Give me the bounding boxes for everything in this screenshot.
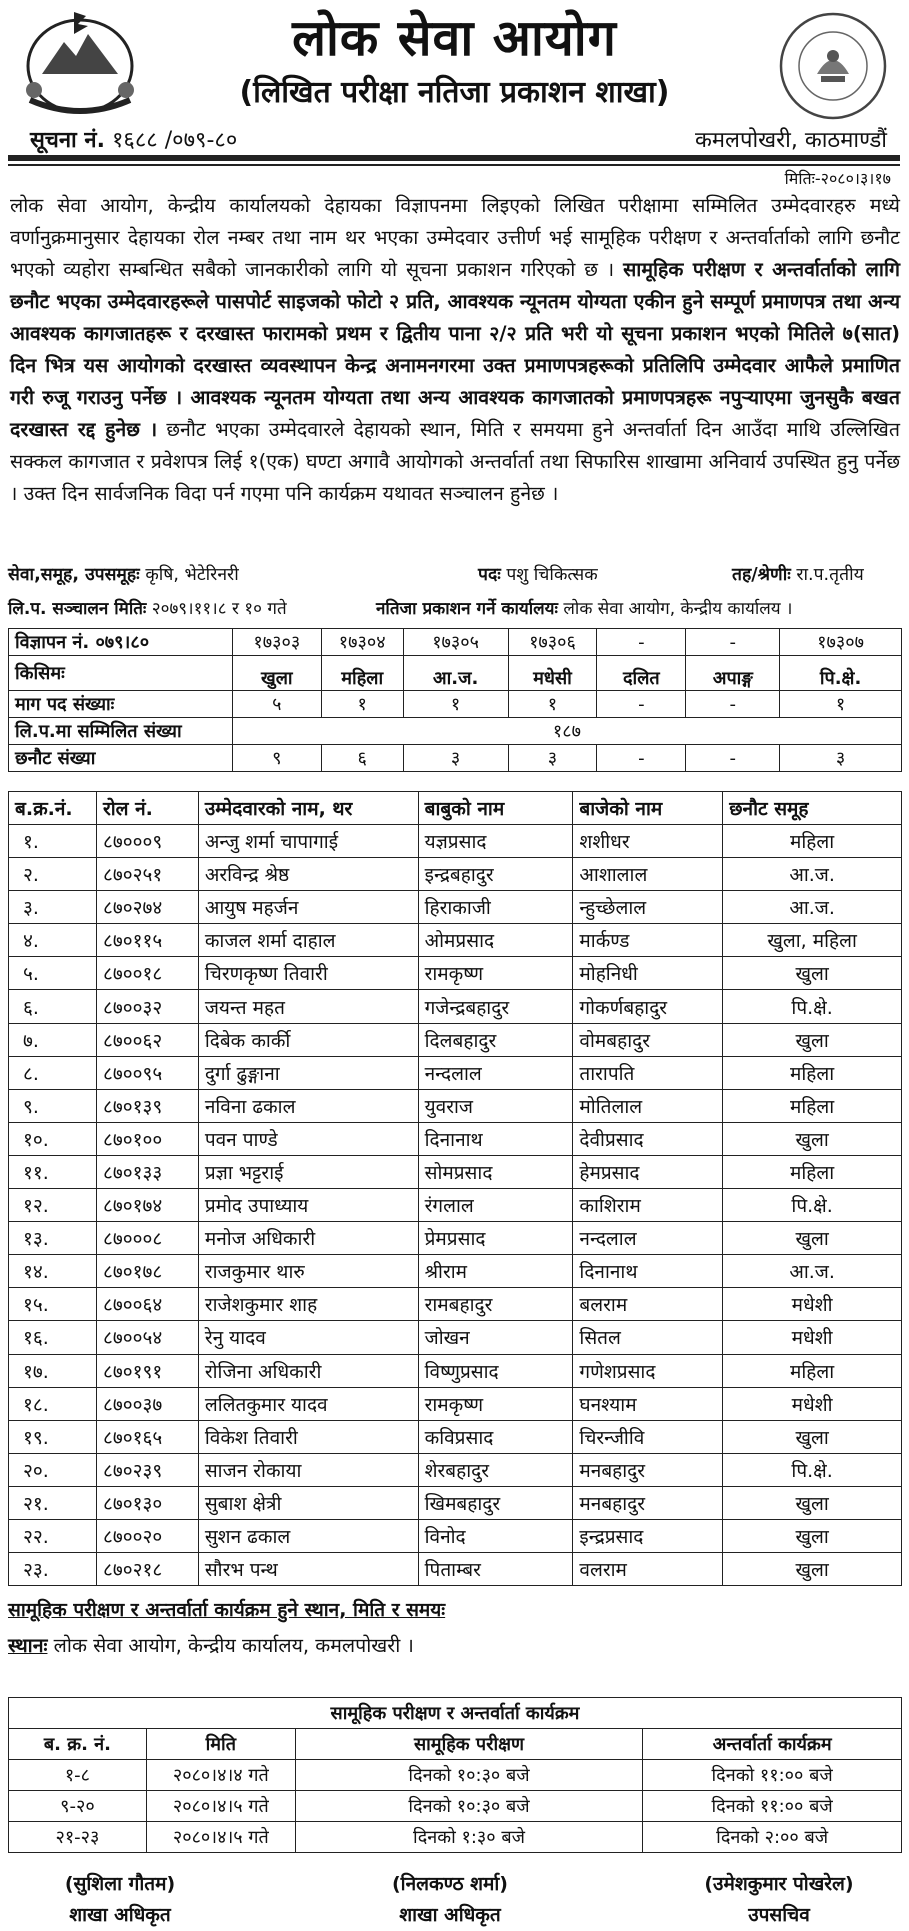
type-cell: अपाङ्ग [686, 656, 780, 691]
cell-grandfather-name: बलराम [573, 1288, 723, 1321]
cell-roll: ८७०२७४ [96, 891, 198, 924]
header-divider-thin [8, 164, 900, 166]
service-label: सेवा,समूह, उपसमूहः [8, 565, 140, 585]
cell-roll: ८७०१६५ [96, 1420, 198, 1453]
cell-group: खुला [723, 1420, 902, 1453]
post-label: पदः [478, 565, 501, 585]
schedule-date: २०८०।४।५ गते [146, 1822, 295, 1853]
cell-father-name: श्रीराम [418, 1255, 573, 1288]
cell-roll: ८७०१०० [96, 1122, 198, 1155]
branch-heading: (लिखित परीक्षा नतिजा प्रकाशन शाखा) [239, 75, 670, 110]
schedule-title: सामूहिक परीक्षण र अन्तर्वार्ता कार्यक्रम [9, 1698, 902, 1729]
advertisement-number: - [597, 629, 686, 656]
cell-candidate-name: साजन रोकाया [198, 1453, 418, 1486]
cell-roll: ८७००२० [96, 1519, 198, 1552]
cell-group: महिला [723, 1354, 902, 1387]
cell-candidate-name: दिबेक कार्की [198, 1023, 418, 1056]
cell-roll: ८७०११५ [96, 924, 198, 957]
cell-father-name: ओमप्रसाद [418, 924, 573, 957]
cell-serial: १२. [9, 1189, 97, 1222]
results-header-row [9, 792, 902, 825]
cell-father-name: पिताम्बर [418, 1553, 573, 1586]
cell-father-name: रंगलाल [418, 1189, 573, 1222]
table-row [9, 957, 902, 990]
cell-serial: २२. [9, 1519, 97, 1552]
cell-group: आ.ज. [723, 1255, 902, 1288]
cell-roll: ८७०००९ [96, 825, 198, 858]
notice-number-value: १६८८ /०७९-८० [111, 128, 238, 153]
venue-place-label: स्थानः [8, 1634, 48, 1657]
cell-serial: २१. [9, 1486, 97, 1519]
table-row [9, 1288, 902, 1321]
advertisement-number: १७३०७ [780, 629, 902, 656]
cell-group: आ.ज. [723, 891, 902, 924]
cell-serial: ८. [9, 1056, 97, 1089]
cell-serial: ७. [9, 1023, 97, 1056]
type-label: किसिमः [9, 656, 233, 691]
cell-serial: १३. [9, 1222, 97, 1255]
cell-father-name: कविप्रसाद [418, 1420, 573, 1453]
column-header-father: बाबुको नाम [418, 792, 573, 825]
cell-grandfather-name: शशीधर [573, 825, 723, 858]
appeared-count: १८७ [232, 718, 901, 745]
cell-candidate-name: दुर्गा ढुङ्गाना [198, 1056, 418, 1089]
type-cell: आ.ज. [403, 656, 508, 691]
column-header-grandfather: बाजेको नाम [573, 792, 723, 825]
cell-serial: २०. [9, 1453, 97, 1486]
cell-roll: ८७०००८ [96, 1222, 198, 1255]
cell-candidate-name: अरविन्द्र श्रेष्ठ [198, 858, 418, 891]
selected-cell: ३ [780, 745, 902, 772]
cell-candidate-name: विकेश तिवारी [198, 1420, 418, 1453]
org-name-heading: लोक सेवा आयोग [292, 9, 617, 67]
schedule-group-test-time: दिनको १:३० बजे [295, 1822, 643, 1853]
notice-number [30, 124, 237, 154]
post-value: पशु चिकित्सक [506, 565, 598, 585]
cell-grandfather-name: मोतिलाल [573, 1089, 723, 1122]
schedule-interview-time: दिनको २:०० बजे [643, 1822, 902, 1853]
cell-group: खुला [723, 1122, 902, 1155]
cell-father-name: जोखन [418, 1321, 573, 1354]
cell-grandfather-name: मनबहादुर [573, 1453, 723, 1486]
cell-roll: ८७००३२ [96, 990, 198, 1023]
table-row [9, 1122, 902, 1155]
demand-cell: ५ [232, 691, 321, 718]
cell-roll: ८७००९५ [96, 1056, 198, 1089]
table-row [9, 825, 902, 858]
table-row [9, 1089, 902, 1122]
cell-father-name: सोमप्रसाद [418, 1155, 573, 1188]
venue-place-value: लोक सेवा आयोग, केन्द्रीय कार्यालय, कमलपोखरी । [53, 1634, 414, 1657]
column-header-group: छनौट समूह [723, 792, 902, 825]
exam-date [8, 596, 287, 619]
schedule-serial: २१-२३ [9, 1822, 147, 1853]
type-cell: पि.क्षे. [780, 656, 902, 691]
cell-candidate-name: मनोज अधिकारी [198, 1222, 418, 1255]
cell-group: आ.ज. [723, 858, 902, 891]
intro-paragraph [10, 190, 900, 510]
cell-group: खुला [723, 957, 902, 990]
schedule-date: २०८०।४।५ गते [146, 1791, 295, 1822]
advertisement-number: १७३०३ [232, 629, 321, 656]
cell-grandfather-name: वलराम [573, 1553, 723, 1586]
advertisement-number: १७३०६ [508, 629, 597, 656]
cell-candidate-name: सुशन ढकाल [198, 1519, 418, 1552]
cell-serial: १९. [9, 1420, 97, 1453]
table-row [9, 1420, 902, 1453]
cell-candidate-name: आयुष महर्जन [198, 891, 418, 924]
results-table [8, 791, 902, 1586]
office-label: नतिजा प्रकाशन गर्ने कार्यालयः [376, 599, 558, 619]
cell-grandfather-name: गणेशप्रसाद [573, 1354, 723, 1387]
table-row [9, 1155, 902, 1188]
cell-candidate-name: प्रमोद उपाध्याय [198, 1189, 418, 1222]
schedule-serial: ९-२० [9, 1791, 147, 1822]
cell-candidate-name: ललितकुमार यादव [198, 1387, 418, 1420]
cell-grandfather-name: तारापति [573, 1056, 723, 1089]
cell-father-name: यज्ञप्रसाद [418, 825, 573, 858]
selected-cell: ३ [508, 745, 597, 772]
type-row [9, 656, 902, 691]
cell-grandfather-name: देवीप्रसाद [573, 1122, 723, 1155]
signatory-name: (सुशिला गौतम) [64, 1873, 176, 1895]
table-row [9, 1222, 902, 1255]
table-row [9, 858, 902, 891]
demand-label: माग पद संख्याः [9, 691, 233, 718]
cell-candidate-name: प्रज्ञा भट्टराई [198, 1155, 418, 1188]
demand-cell: १ [780, 691, 902, 718]
table-row [9, 1189, 902, 1222]
schedule-title-row [9, 1698, 902, 1729]
cell-group: पि.क्षे. [723, 990, 902, 1023]
signatory-title: उपसचिव [748, 1904, 810, 1926]
notice-number-label: सूचना नं. [30, 128, 105, 153]
advertisement-row [9, 629, 902, 656]
cell-candidate-name: नविना ढकाल [198, 1089, 418, 1122]
type-cell: महिला [321, 656, 403, 691]
post [478, 562, 598, 586]
table-row [9, 1553, 902, 1586]
cell-roll: ८७०१७४ [96, 1189, 198, 1222]
venue-place [8, 1631, 414, 1658]
cell-roll: ८७०२१८ [96, 1553, 198, 1586]
summary-table [8, 628, 902, 772]
selected-cell: - [686, 745, 780, 772]
cell-group: खुला [723, 1023, 902, 1056]
cell-serial: १. [9, 825, 97, 858]
cell-roll: ८७०१३० [96, 1486, 198, 1519]
advertisement-number: - [686, 629, 780, 656]
cell-father-name: हिराकाजी [418, 891, 573, 924]
schedule-date: २०८०।४।४ गते [146, 1760, 295, 1791]
cell-candidate-name: चिरणकृष्ण तिवारी [198, 957, 418, 990]
cell-serial: ९. [9, 1089, 97, 1122]
table-row [9, 1354, 902, 1387]
cell-serial: १०. [9, 1122, 97, 1155]
selected-label: छनौट संख्या [9, 745, 233, 772]
demand-cell: - [597, 691, 686, 718]
cell-grandfather-name: वोमबहादुर [573, 1023, 723, 1056]
cell-father-name: गजेन्द्रबहादुर [418, 990, 573, 1023]
cell-serial: ४. [9, 924, 97, 957]
cell-roll: ८७००६२ [96, 1023, 198, 1056]
cell-grandfather-name: गोकर्णबहादुर [573, 990, 723, 1023]
cell-group: खुला [723, 1553, 902, 1586]
cell-candidate-name: रोजिना अधिकारी [198, 1354, 418, 1387]
schedule-header-row [9, 1729, 902, 1760]
cell-grandfather-name: नन्दलाल [573, 1222, 723, 1255]
cell-serial: १६. [9, 1321, 97, 1354]
level-value: रा.प.तृतीय [796, 565, 864, 585]
cell-group: मधेशी [723, 1387, 902, 1420]
cell-grandfather-name: इन्द्रप्रसाद [573, 1519, 723, 1552]
cell-group: मधेशी [723, 1288, 902, 1321]
column-header-roll: रोल नं. [96, 792, 198, 825]
signature-block-3 [659, 1869, 899, 1931]
notice-date: मितिः-२०८०।३।१७ [784, 169, 891, 188]
cell-father-name: नन्दलाल [418, 1056, 573, 1089]
cell-serial: ३. [9, 891, 97, 924]
schedule-header-interview: अन्तर्वार्ता कार्यक्रम [643, 1729, 902, 1760]
table-row [9, 891, 902, 924]
demand-cell: १ [508, 691, 597, 718]
cell-serial: २. [9, 858, 97, 891]
signatory-name: (निलकण्ठ शर्मा) [392, 1873, 508, 1895]
schedule-header-serial: ब. क्र. नं. [9, 1729, 147, 1760]
table-row [9, 1519, 902, 1552]
table-row [9, 1387, 902, 1420]
schedule-row [9, 1760, 902, 1791]
cell-roll: ८७०१३३ [96, 1155, 198, 1188]
cell-father-name: युवराज [418, 1089, 573, 1122]
selected-cell: - [597, 745, 686, 772]
cell-grandfather-name: चिरन्जीवि [573, 1420, 723, 1453]
appeared-label: लि.प.मा सम्मिलित संख्या [9, 718, 233, 745]
type-cell: मधेसी [508, 656, 597, 691]
intro-text: लोक सेवा आयोग, केन्द्रीय कार्यालयको देहायका विज्ञापनमा लिइएको लिखित परीक्षामा सम्मिलित उम्मेदवारहरु मध्ये वर्णानुक्रमानुसार देहायका रोल नम्बर तथा नाम थर भएका उम्मेदवार उत्तीर्ण भई सामूहिक परीक्षण र अन्तर्वार्ताको लागि छनौट भएको व्यहोरा सम्बन्धित सबैको जानकारीको लागि यो सूचना प्रकाशन गरिएको छ । [10, 194, 900, 281]
cell-grandfather-name: सितल [573, 1321, 723, 1354]
cell-roll: ८७०१७८ [96, 1255, 198, 1288]
cell-father-name: रामकृष्ण [418, 1387, 573, 1420]
cell-grandfather-name: मार्कण्ड [573, 924, 723, 957]
schedule-serial: १-८ [9, 1760, 147, 1791]
cell-candidate-name: रेनु यादव [198, 1321, 418, 1354]
cell-father-name: इन्द्रबहादुर [418, 858, 573, 891]
cell-serial: ११. [9, 1155, 97, 1188]
cell-grandfather-name: मोहनिधी [573, 957, 723, 990]
schedule-header-date: मिति [146, 1729, 295, 1760]
cell-roll: ८७००१८ [96, 957, 198, 990]
cell-group: पि.क्षे. [723, 1453, 902, 1486]
schedule-group-test-time: दिनको १०:३० बजे [295, 1791, 643, 1822]
intro-bold-text: सामूहिक परीक्षण र अन्तर्वार्ताको लागि छनौट भएका उम्मेदवारहरूले पासपोर्ट साइजको फोटो २ प्रति, आवश्यक न्यूनतम योग्यता एकीन हुने सम्पूर्ण प्रमाणपत्र तथा अन्य आवश्यक कागजातहरू र दरखास्त फारामको प्रथम र द्वितीय पाना २/२ प्रति भरी यो सूचना प्रकाशन भएको मितिले ७(सात) दिन भित्र यस आयोगको दरखास्त व्यवस्थापन केन्द्र अनामनगरमा उक्त प्रमाणपत्रहरूको प्रतिलिपि उम्मेदवार आफैले प्रमाणित गरी रुजू गराउनु पर्नेछ । आवश्यक न्यूनतम योग्यता तथा अन्य आवश्यक कागजातको प्रमाणपत्रहरू नपुऱ्याएमा जुनसुकै बखत दरखास्त रद्द हुनेछ । [10, 258, 900, 441]
level-label: तह/श्रेणीः [732, 565, 791, 585]
cell-roll: ८७०२५१ [96, 858, 198, 891]
cell-father-name: प्रेमप्रसाद [418, 1222, 573, 1255]
cell-grandfather-name: न्हुच्छेलाल [573, 891, 723, 924]
cell-grandfather-name: मनबहादुर [573, 1486, 723, 1519]
cell-serial: १५. [9, 1288, 97, 1321]
cell-group: महिला [723, 1089, 902, 1122]
cell-father-name: दिनानाथ [418, 1122, 573, 1155]
demand-cell: - [686, 691, 780, 718]
cell-grandfather-name: हेमप्रसाद [573, 1155, 723, 1188]
appeared-row [9, 718, 902, 745]
cell-candidate-name: पवन पाण्डे [198, 1122, 418, 1155]
table-row [9, 1056, 902, 1089]
signature-block-1 [0, 1869, 240, 1931]
selected-cell: ९ [232, 745, 321, 772]
exam-date-value: २०७९।११।८ र १० गते [151, 599, 287, 619]
cell-roll: ८७००५४ [96, 1321, 198, 1354]
cell-group: मधेशी [723, 1321, 902, 1354]
column-header-name: उम्मेदवारको नाम, थर [198, 792, 418, 825]
schedule-row [9, 1822, 902, 1853]
table-row [9, 924, 902, 957]
schedule-header-group-test: सामूहिक परीक्षण [295, 1729, 643, 1760]
cell-group: पि.क्षे. [723, 1189, 902, 1222]
cell-group: खुला, महिला [723, 924, 902, 957]
cell-serial: ६. [9, 990, 97, 1023]
level [732, 562, 864, 586]
cell-roll: ८७००६४ [96, 1288, 198, 1321]
cell-candidate-name: अन्जु शर्मा चापागाई [198, 825, 418, 858]
type-cell: दलित [597, 656, 686, 691]
office-address: कमलपोखरी, काठमाण्डौं [695, 128, 887, 153]
selected-cell: ३ [403, 745, 508, 772]
cell-candidate-name: सौरभ पन्थ [198, 1553, 418, 1586]
table-row [9, 990, 902, 1023]
schedule-row [9, 1791, 902, 1822]
table-row [9, 1255, 902, 1288]
table-row [9, 1453, 902, 1486]
advertisement-number: १७३०४ [321, 629, 403, 656]
cell-serial: १४. [9, 1255, 97, 1288]
results-body [9, 825, 902, 1586]
cell-father-name: खिमबहादुर [418, 1486, 573, 1519]
cell-serial: १७. [9, 1354, 97, 1387]
cell-group: महिला [723, 825, 902, 858]
service-group [8, 562, 239, 586]
service-value: कृषि, भेटेरिनरी [145, 565, 239, 585]
advertisement-number: १७३०५ [403, 629, 508, 656]
demand-cell: १ [403, 691, 508, 718]
demand-row [9, 691, 902, 718]
cell-roll: ८७०१९१ [96, 1354, 198, 1387]
schedule-group-test-time: दिनको १०:३० बजे [295, 1760, 643, 1791]
cell-grandfather-name: काशिराम [573, 1189, 723, 1222]
cell-candidate-name: सुबाश क्षेत्री [198, 1486, 418, 1519]
selected-row [9, 745, 902, 772]
cell-group: महिला [723, 1155, 902, 1188]
cell-serial: २३. [9, 1553, 97, 1586]
cell-group: खुला [723, 1519, 902, 1552]
schedule-interview-time: दिनको ११:०० बजे [643, 1760, 902, 1791]
cell-roll: ८७०१३९ [96, 1089, 198, 1122]
cell-father-name: विनोद [418, 1519, 573, 1552]
venue-title: सामूहिक परीक्षण र अन्तर्वार्ता कार्यक्रम हुने स्थान, मिति र समयः [8, 1599, 446, 1621]
cell-roll: ८७००३७ [96, 1387, 198, 1420]
cell-group: महिला [723, 1056, 902, 1089]
cell-father-name: रामकृष्ण [418, 957, 573, 990]
table-row [9, 1321, 902, 1354]
cell-group: खुला [723, 1486, 902, 1519]
schedule-interview-time: दिनको ११:०० बजे [643, 1791, 902, 1822]
cell-candidate-name: राजकुमार थारु [198, 1255, 418, 1288]
cell-father-name: दिलबहादुर [418, 1023, 573, 1056]
cell-candidate-name: काजल शर्मा दाहाल [198, 924, 418, 957]
schedule-table [8, 1697, 902, 1853]
cell-father-name: रामबहादुर [418, 1288, 573, 1321]
table-row [9, 1023, 902, 1056]
cell-grandfather-name: आशालाल [573, 858, 723, 891]
signatory-title: शाखा अधिकृत [399, 1904, 501, 1926]
schedule-body [9, 1760, 902, 1853]
signatory-name: (उमेशकुमार पोखरेल) [704, 1873, 854, 1895]
office-value: लोक सेवा आयोग, केन्द्रीय कार्यालय । [563, 599, 793, 619]
cell-father-name: विष्णुप्रसाद [418, 1354, 573, 1387]
exam-date-label: लि.प. सञ्चालन मितिः [8, 599, 147, 619]
intro-text-2: छनौट भएका उम्मेदवारले देहायको स्थान, मिति र समयमा हुने अन्तर्वार्ता दिन आउँदा माथि उल्लिखित सक्कल कागजात र प्रवेशपत्र लिई १(एक) घण्टा अगावै आयोगको अन्तर्वार्ता तथा सिफारिस शाखामा अनिवार्य उपस्थित हुनु पर्नेछ । उक्त दिन सार्वजनिक विदा पर्न गएमा पनि कार्यक्रम यथावत सञ्चालन हुनेछ । [10, 418, 900, 505]
cell-serial: १८. [9, 1387, 97, 1420]
publishing-office [376, 596, 793, 619]
cell-roll: ८७०२३९ [96, 1453, 198, 1486]
cell-candidate-name: जयन्त महत [198, 990, 418, 1023]
demand-cell: १ [321, 691, 403, 718]
cell-group: खुला [723, 1222, 902, 1255]
selected-cell: ६ [321, 745, 403, 772]
signature-block-2 [330, 1869, 570, 1931]
cell-candidate-name: राजेशकुमार शाह [198, 1288, 418, 1321]
signatory-title: शाखा अधिकृत [69, 1904, 171, 1926]
cell-grandfather-name: दिनानाथ [573, 1255, 723, 1288]
cell-grandfather-name: घनश्याम [573, 1387, 723, 1420]
table-row [9, 1486, 902, 1519]
header-divider [8, 155, 900, 161]
advertisement-label: विज्ञापन नं. ०७९।८० [9, 629, 233, 656]
cell-father-name: शेरबहादुर [418, 1453, 573, 1486]
cell-serial: ५. [9, 957, 97, 990]
column-header-serial: ब.क्र.नं. [9, 792, 97, 825]
type-cell: खुला [232, 656, 321, 691]
